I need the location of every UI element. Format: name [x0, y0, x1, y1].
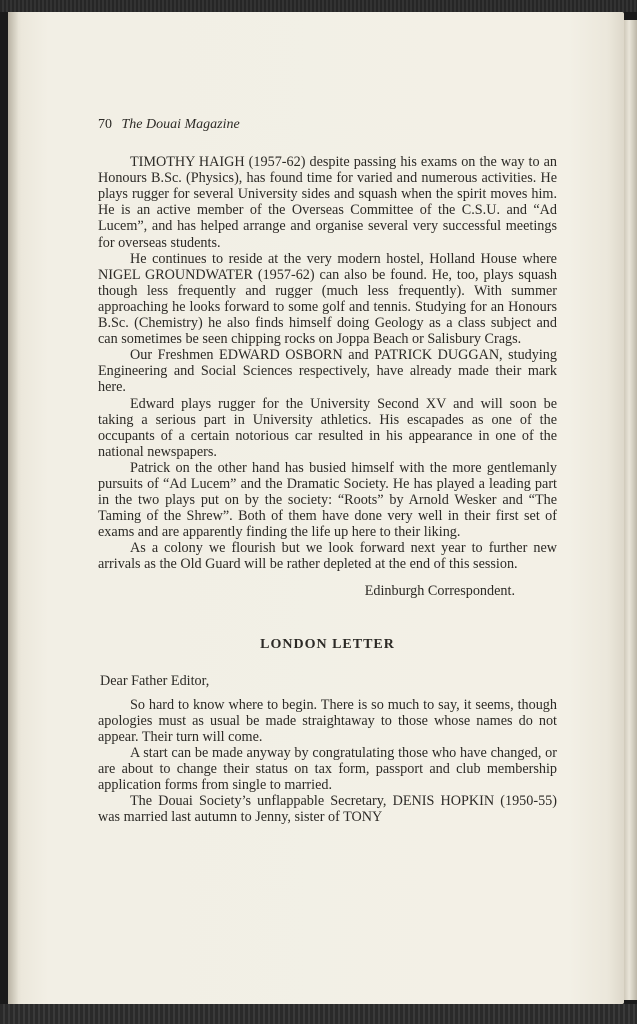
signoff: Edinburgh Correspondent.	[364, 582, 515, 599]
book-spine-shadow	[8, 12, 18, 1004]
paragraph: So hard to know where to begin. There is so much to say, it seems, though apologies must as usual be made straightaway to those whose names do not appear. Their turn will come.	[98, 696, 557, 745]
paragraph: TIMOTHY HAIGH (1957-62) despite passing his exams on the way to an Honours B.Sc. (Physics), has found time for varied and numerous activities. He plays rugger for several University sides and squash when the spirit moves him. He is an active member of the Overseas Committee of the C.S.U. and “Ad Lucem”, and has helped arrange and organise several very successful meetings for overseas students.	[98, 154, 557, 251]
edinburgh-letter	[98, 154, 557, 599]
paragraph: Patrick on the other hand has busied himself with the more gentlemanly pursuits of “Ad Lucem” and the Dramatic Society. He has played a leading part in the two plays put on by the society: “Roots” by Arnold Wesker and “The Taming of the Shrew”. Both of them have done very well in their first set of exams and are apparently finding the life up here to their liking.	[98, 459, 557, 541]
paragraph: As a colony we flourish but we look forward next year to further new arrivals as the Old Guard will be rather depleted at the end of this session.	[98, 540, 557, 573]
paragraph: The Douai Society’s unflappable Secretary, DENIS HOPKIN (1950-55) was married last autumn to Jenny, sister of TONY	[98, 793, 557, 826]
page-text	[98, 117, 557, 826]
scan-bottom-edge	[0, 1004, 637, 1024]
running-head	[98, 117, 557, 133]
section-title: LONDON LETTER	[260, 636, 395, 652]
scan-top-edge	[0, 0, 637, 12]
london-letter	[98, 673, 557, 826]
page-number: 70	[98, 117, 112, 132]
page-edge	[624, 20, 637, 1000]
paragraph: A start can be made anyway by congratulating those who have changed, or are about to change their status on tax form, passport and club membership application forms from single to married.	[98, 745, 557, 794]
salutation: Dear Father Editor,	[100, 672, 210, 689]
paragraph: Our Freshmen EDWARD OSBORN and PATRICK DUGGAN, studying Engineering and Social Sciences respectively, have already made their mark here.	[98, 347, 557, 396]
paragraph: Edward plays rugger for the University Second XV and will soon be taking a serious part in University athletics. His escapades as one of the occupants of a certain notorious car resulted in his appearance in one of the national newspapers.	[98, 395, 557, 460]
paragraph: He continues to reside at the very modern hostel, Holland House where NIGEL GROUNDWATER (1957-62) can also be found. He, too, plays squash though less frequently and rugger (much less frequently). With summer approaching he looks forward to some golf and tennis. Studying for an Honours B.Sc. (Chemistry) he also finds himself doing Geology as a class subject and can sometimes be seen chipping rocks on Joppa Beach or Salisbury Crags.	[98, 250, 557, 348]
magazine-title: The Douai Magazine	[121, 117, 240, 132]
